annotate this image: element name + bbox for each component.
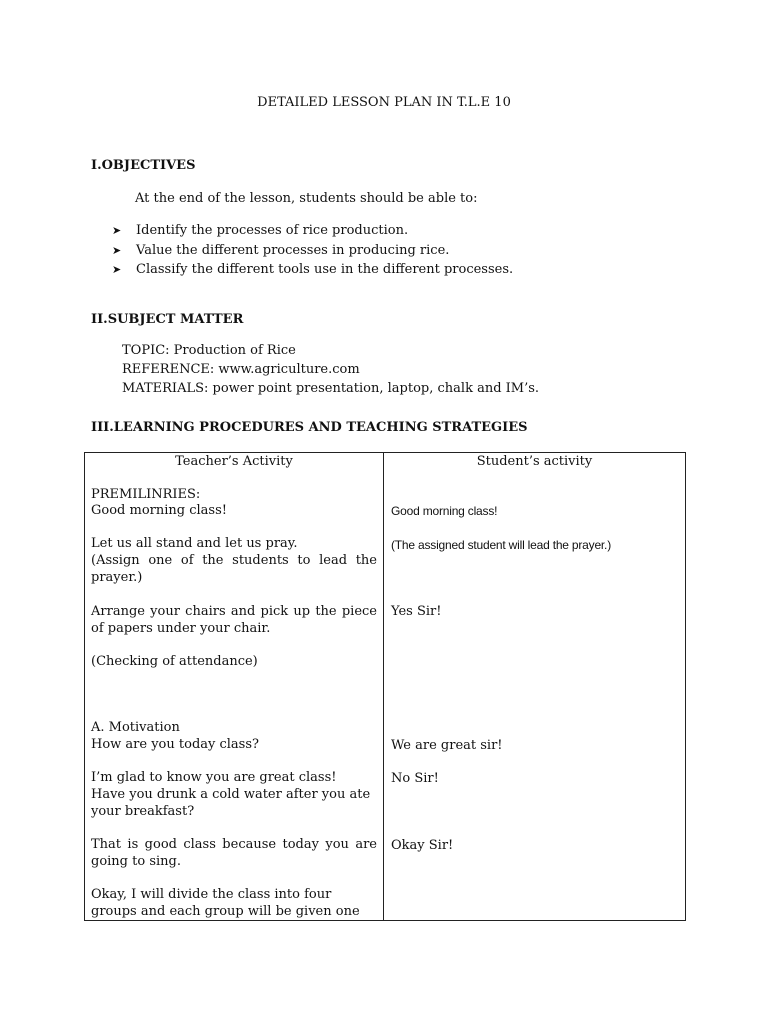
- teacher-line: PREMILINRIES:: [91, 487, 201, 502]
- objective-text: Identify the processes of rice production.: [136, 223, 409, 239]
- teacher-line: (Assign one of the students to lead the prayer.): [91, 553, 377, 585]
- teacher-line: I’m glad to know you are great class!: [91, 770, 337, 785]
- student-line: (The assigned student will lead the prayer.): [391, 538, 611, 552]
- arrowhead-bullet-icon: ➤: [112, 224, 122, 238]
- teacher-line: Let us all stand and let us pray.: [91, 536, 298, 551]
- teacher-line: Good morning class!: [91, 503, 227, 518]
- student-line: No Sir!: [391, 771, 439, 786]
- teacher-line: Okay, I will divide the class into four groups and each group will be given one: [91, 887, 360, 919]
- teacher-line: How are you today class?: [91, 737, 259, 752]
- topic-line: TOPIC: Production of Rice: [122, 343, 296, 358]
- arrowhead-bullet-icon: ➤: [112, 243, 122, 257]
- teacher-line: (Checking of attendance): [91, 654, 258, 669]
- column-divider: [383, 453, 384, 920]
- teacher-line: Arrange your chairs and pick up the piece of papers under your chair.: [91, 604, 377, 636]
- objectives-heading: I.OBJECTIVES: [91, 158, 196, 173]
- student-line: We are great sir!: [391, 738, 503, 753]
- student-column-header: Student’s activity: [476, 454, 593, 469]
- materials-line: MATERIALS: power point presentation, laptop, chalk and IM’s.: [122, 381, 540, 396]
- arrowhead-bullet-icon: ➤: [112, 263, 122, 277]
- teacher-line: That is good class because today you are going to sing.: [91, 837, 377, 869]
- objectives-list: [112, 221, 513, 280]
- student-line: Okay Sir!: [391, 838, 454, 853]
- teacher-line: Have you drunk a cold water after you ate your breakfast?: [91, 787, 371, 819]
- reference-line: REFERENCE: www.agriculture.com: [122, 362, 360, 377]
- objective-text: Value the different processes in producing rice.: [136, 242, 450, 258]
- page-title: DETAILED LESSON PLAN IN T.L.E 10: [257, 95, 511, 110]
- student-line: Yes Sir!: [391, 604, 442, 619]
- list-item: [112, 260, 513, 280]
- objective-text: Classify the different tools use in the different processes.: [136, 262, 514, 278]
- student-line: Good morning class!: [391, 504, 498, 518]
- list-item: [112, 221, 513, 241]
- subject-matter-heading: II.SUBJECT MATTER: [91, 312, 244, 327]
- objectives-intro: At the end of the lesson, students should be able to:: [135, 191, 478, 206]
- teacher-column-header: Teacher’s Activity: [175, 454, 293, 469]
- subject-matter-block: [122, 342, 539, 399]
- teacher-line: A. Motivation: [91, 720, 180, 735]
- lesson-table: [84, 452, 686, 921]
- procedures-heading: III.LEARNING PROCEDURES AND TEACHING STRATEGIES: [91, 420, 528, 435]
- list-item: [112, 241, 513, 261]
